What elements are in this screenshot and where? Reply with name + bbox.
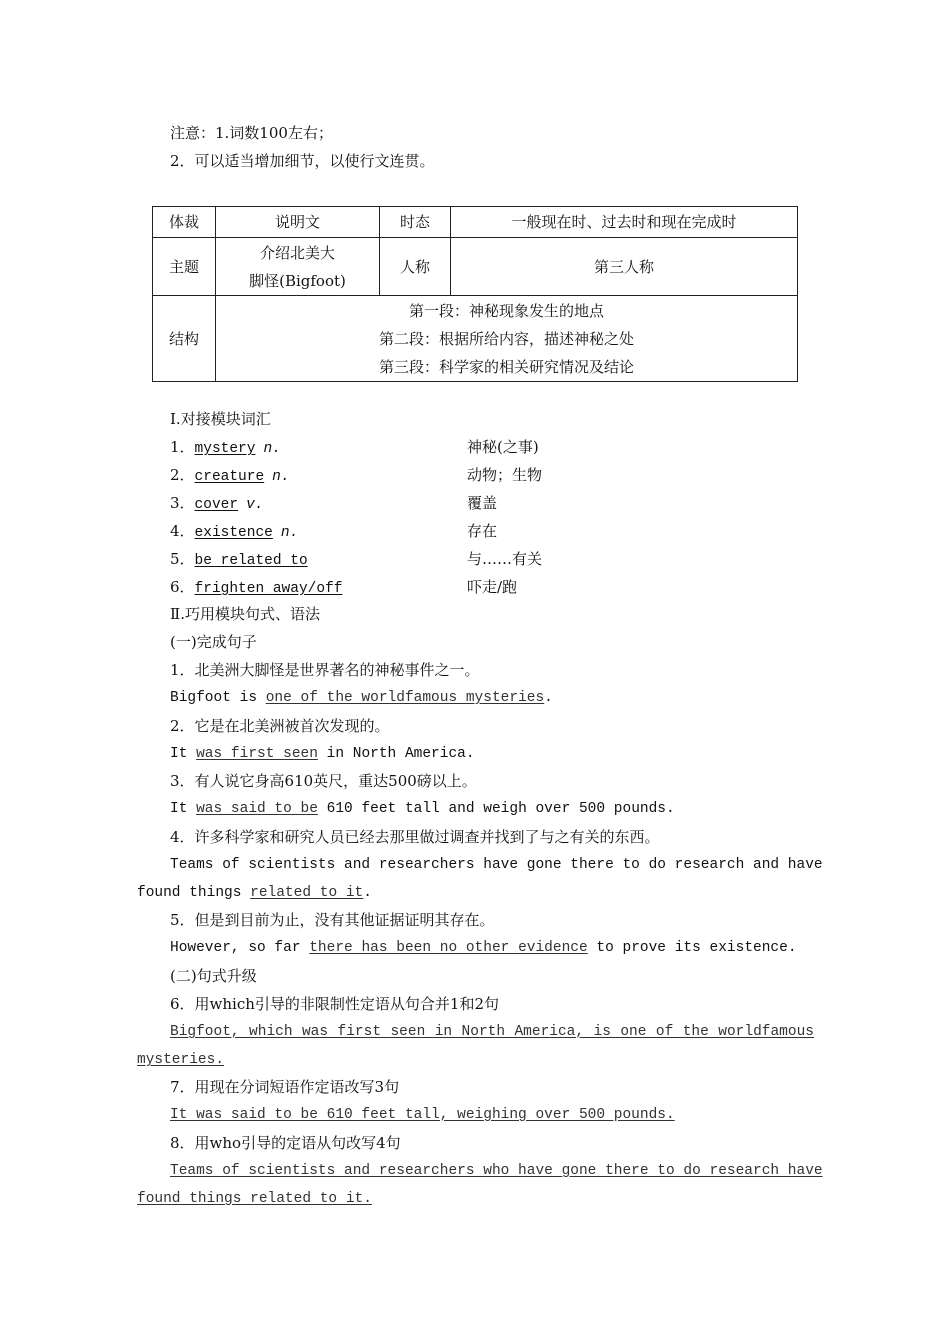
person-value: 第三人称 (451, 238, 798, 296)
question-6-prompt: 6．用which引导的非限制性定语从句合并1和2句 (170, 995, 499, 1013)
list-item (170, 521, 298, 543)
part-of-speech: n. (280, 525, 299, 541)
question-8-prompt: 8．用who引导的定语从句改写4句 (170, 1134, 401, 1152)
question-1-prompt: 1．北美洲大脚怪是世界著名的神秘事件之一。 (170, 661, 480, 679)
answer-blank: there has been no other evidence (309, 940, 588, 956)
sentence-text: . (544, 690, 553, 706)
list-item (170, 437, 281, 459)
table-row (153, 207, 798, 238)
list-item (170, 493, 263, 515)
vocab-word: existence (194, 525, 273, 541)
sentence-text: 610 feet tall and weigh over 500 pounds. (317, 801, 675, 817)
vocab-meaning: 动物；生物 (467, 466, 543, 484)
vocab-word: cover (194, 497, 239, 513)
part-of-speech: v. (246, 497, 264, 513)
writing-info-table (152, 206, 798, 382)
question-7-answer: It was said to be 610 feet tall, weighing over 500 pounds. (170, 1107, 675, 1123)
vocab-meaning: 与……有关 (467, 550, 543, 568)
structure-value (216, 296, 798, 382)
tense-value: 一般现在时、过去时和现在完成时 (451, 207, 798, 238)
question-2-prompt: 2．它是在北美洲被首次发现的。 (170, 717, 390, 735)
question-4-prompt: 4．许多科学家和研究人员已经去那里做过调查并找到了与之有关的东西。 (170, 828, 660, 846)
item-number: 6． (170, 578, 195, 596)
question-2-answer-line (170, 744, 475, 764)
topic-value (216, 238, 380, 296)
item-number: 5． (170, 550, 195, 568)
table-row (153, 238, 798, 296)
topic-label: 主题 (153, 238, 216, 296)
vocab-word: frighten away/off (194, 581, 343, 597)
genre-value: 说明文 (216, 207, 380, 238)
list-item (170, 465, 290, 487)
vocab-meaning: 神秘(之事) (467, 438, 539, 456)
list-item (170, 549, 308, 571)
answer-blank: one of the worldfamous mysteries (265, 690, 545, 706)
item-number: 2． (170, 466, 195, 484)
vocab-word: be related to (194, 553, 308, 569)
section-1-title: Ⅰ.对接模块词汇 (170, 410, 271, 428)
tense-label: 时态 (380, 207, 451, 238)
question-8-answer-line-2: found things related to it. (137, 1191, 372, 1207)
topic-value-line-1: 介绍北美大 (259, 243, 335, 262)
question-1-answer-line (170, 688, 553, 708)
genre-label: 体裁 (153, 207, 216, 238)
sentence-text: It (170, 746, 197, 762)
question-6-answer-line-2: mysteries. (137, 1052, 225, 1068)
vocab-meaning: 吓走/跑 (467, 578, 518, 596)
vocab-meaning: 存在 (467, 522, 498, 540)
structure-paragraph-1: 第一段：神秘现象发生的地点 (408, 301, 604, 320)
answer-blank: was said to be (196, 801, 318, 817)
part-of-speech: n. (272, 469, 290, 485)
topic-value-line-2: 脚怪(Bigfoot) (249, 271, 346, 290)
item-number: 4． (170, 522, 195, 540)
item-number: 3． (170, 494, 195, 512)
sentence-text: to prove its existence. (587, 940, 797, 956)
subsection-complete-sentences: (一)完成句子 (170, 633, 257, 651)
question-5-prompt: 5．但是到目前为止，没有其他证据证明其存在。 (170, 911, 495, 929)
subsection-sentence-upgrade: (二)句式升级 (170, 967, 257, 985)
sentence-text: found things (137, 885, 251, 901)
structure-paragraph-2: 第二段：根据所给内容，描述神秘之处 (378, 329, 634, 348)
table-row (153, 296, 798, 382)
question-3-prompt: 3．有人说它身高610英尺，重达500磅以上。 (170, 772, 477, 790)
answer-blank: related to it (250, 885, 364, 901)
sentence-text: It (170, 801, 197, 817)
question-3-answer-line (170, 799, 675, 819)
list-item (170, 577, 342, 599)
item-number: 1． (170, 438, 195, 456)
vocab-meaning: 覆盖 (467, 494, 498, 512)
person-label: 人称 (380, 238, 451, 296)
question-8-answer-line-1: Teams of scientists and researchers who have gone there to do research have (170, 1163, 823, 1179)
sentence-text: . (363, 885, 372, 901)
structure-paragraph-3: 第三段：科学家的相关研究情况及结论 (378, 357, 634, 376)
note-line-2: 2．可以适当增加细节，以使行文连贯。 (170, 152, 435, 170)
structure-label: 结构 (153, 296, 216, 382)
vocab-word: mystery (194, 441, 256, 457)
section-2-title: Ⅱ.巧用模块句式、语法 (170, 605, 320, 623)
sentence-text: However, so far (170, 940, 310, 956)
question-4-line-1: Teams of scientists and researchers have gone there to do research and have (170, 857, 823, 873)
part-of-speech: n. (263, 441, 281, 457)
sentence-text: in North America. (317, 746, 475, 762)
sentence-text: Bigfoot is (170, 690, 266, 706)
question-7-prompt: 7．用现在分词短语作定语改写3句 (170, 1078, 400, 1096)
note-line-1: 注意：1.词数100左右； (170, 124, 333, 142)
vocab-word: creature (194, 469, 265, 485)
answer-blank: was first seen (196, 746, 318, 762)
question-5-answer-line (170, 938, 797, 958)
question-6-answer-line-1: Bigfoot, which was first seen in North America, is one of the worldfamous (170, 1024, 814, 1040)
question-4-answer-line (137, 883, 372, 903)
